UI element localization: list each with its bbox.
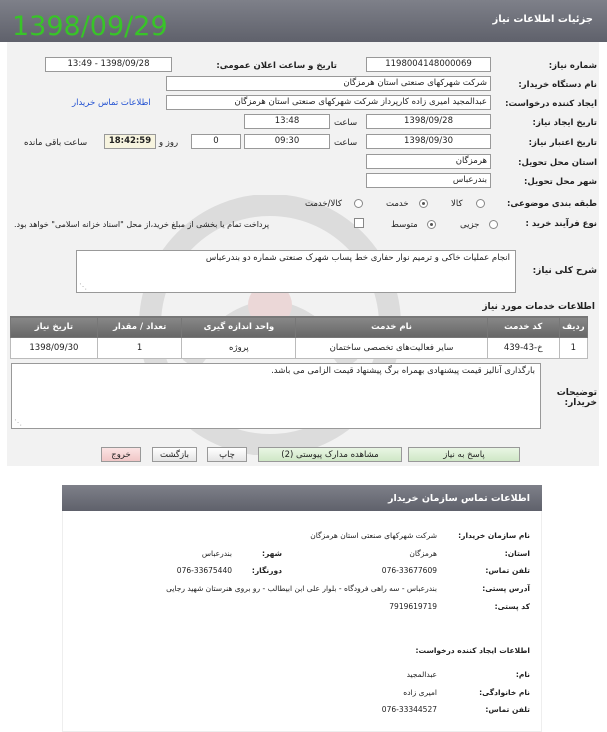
contact-city-label: شهر:	[262, 549, 282, 558]
creator-phone-value: 076-33344527	[381, 705, 437, 714]
cell-code: خ-43-439	[487, 338, 559, 359]
creator-first-label: نام:	[515, 670, 530, 679]
summary-textarea	[76, 250, 516, 293]
process-minor-label: جزیی	[460, 220, 480, 230]
creator-phone-label: تلفن تماس:	[485, 705, 530, 714]
summary-label: شرح کلی نیاز:	[532, 266, 597, 276]
page-title: جزئیات اطلاعات نیاز	[492, 14, 593, 25]
col-qty: تعداد / مقدار	[97, 317, 182, 338]
reply-button[interactable]: پاسخ به نیاز	[408, 447, 520, 462]
category-both-label: کالا/خدمت	[305, 199, 342, 209]
deadline-date-field: 1398/09/30	[366, 134, 491, 149]
creator-last-value: امیری زاده	[403, 688, 437, 697]
col-date: تاریخ نیاز	[11, 317, 98, 338]
contact-address-label: آدرس پستی:	[482, 584, 530, 593]
cell-qty: 1	[97, 338, 182, 359]
city-label: شهر محل تحویل:	[524, 177, 597, 187]
creator-label: ایجاد کننده درخواست:	[505, 99, 597, 109]
col-unit: واحد اندازه گیری	[182, 317, 296, 338]
buyer-org-label: نام دستگاه خریدار:	[518, 80, 597, 90]
remaining-time-field: 18:42:59	[104, 134, 156, 149]
contact-province-value: هرمزگان	[409, 549, 437, 558]
exit-button[interactable]: خروج	[101, 447, 141, 462]
need-number-label: شماره نیاز:	[548, 61, 597, 71]
contact-org-value: شرکت شهرکهای صنعتی استان هرمزگان	[310, 531, 437, 540]
process-radio-medium[interactable]	[427, 220, 436, 229]
services-table	[10, 316, 588, 359]
contact-postal-value: 7919619719	[389, 602, 437, 611]
remaining-time-label: ساعت باقی مانده	[24, 138, 88, 148]
date-stamp: 1398/09/29	[12, 11, 168, 42]
resize-grip-icon: ⋰	[79, 282, 87, 291]
province-field: هرمزگان	[366, 154, 491, 169]
days-label: روز و	[159, 138, 179, 148]
creator-field: عبدالمجید امیری زاده کارپرداز شرکت شهرکهای صنعتی استان هرمزگان	[166, 95, 491, 110]
deadline-time-field: 09:30	[244, 134, 330, 149]
announce-field: 1398/09/28 - 13:49	[45, 57, 172, 72]
need-number-field: 1198004148000069	[366, 57, 491, 72]
creator-info-title: اطلاعات ایجاد کننده درخواست:	[415, 646, 530, 655]
cell-row: 1	[559, 338, 587, 359]
created-date-label: تاریخ ایجاد نیاز:	[532, 118, 597, 128]
buyer-notes-label: توضیحات خریدار:	[556, 388, 597, 408]
deadline-time-label: ساعت	[334, 138, 358, 148]
creator-first-value: عبدالمجید	[406, 670, 437, 679]
announce-label: تاریخ و ساعت اعلان عمومی:	[216, 61, 337, 71]
deadline-label: تاریخ اعتبار نیاز:	[528, 138, 597, 148]
contact-fax-value: 076-33675440	[176, 566, 232, 575]
remaining-days-field: 0	[191, 134, 241, 149]
contact-panel-title: اطلاعات تماس سازمان خریدار	[387, 493, 530, 504]
created-time-field: 13:48	[244, 114, 330, 129]
buyer-contact-panel	[62, 485, 542, 732]
cell-date: 1398/09/30	[11, 338, 98, 359]
process-label: نوع فرآیند خرید :	[525, 219, 597, 229]
services-header-row	[11, 317, 588, 338]
category-goods-label: کالا	[451, 199, 463, 209]
created-time-label: ساعت	[334, 118, 358, 128]
resize-grip-icon: ⋰	[14, 418, 22, 427]
category-radio-both[interactable]	[354, 199, 363, 208]
contact-fax-label: دورنگار:	[251, 566, 282, 575]
services-section-title: اطلاعات خدمات مورد نیاز	[482, 302, 595, 312]
category-service-label: خدمت	[386, 199, 409, 209]
back-button[interactable]: بازگشت	[152, 447, 197, 462]
province-label: استان محل تحویل:	[518, 158, 597, 168]
city-field: بندرعباس	[366, 173, 491, 188]
category-radio-service[interactable]	[419, 199, 428, 208]
print-button[interactable]: چاپ	[207, 447, 247, 462]
buyer-notes-text: بارگذاری آنالیز قیمت پیشنهادی بهمراه برگ پیشنهاد قیمت الزامی می باشد.	[271, 366, 535, 376]
creator-last-label: نام خانوادگی:	[479, 688, 530, 697]
created-date-field: 1398/09/28	[366, 114, 491, 129]
cell-unit: پروژه	[182, 338, 296, 359]
contact-phone-label: تلفن تماس:	[485, 566, 530, 575]
contact-postal-label: کد پستی:	[494, 602, 530, 611]
table-row	[11, 338, 588, 359]
col-name: نام خدمت	[296, 317, 487, 338]
buyer-contact-link[interactable]: اطلاعات تماس خریدار	[72, 98, 151, 108]
contact-city-value: بندرعباس	[201, 549, 232, 558]
category-label: طبقه بندی موضوعی:	[507, 199, 597, 209]
col-row: ردیف	[559, 317, 587, 338]
col-code: کد خدمت	[487, 317, 559, 338]
cell-name: سایر فعالیت‌های تخصصی ساختمان	[296, 338, 487, 359]
process-radio-minor[interactable]	[489, 220, 498, 229]
contact-phone-value: 076-33677609	[381, 566, 437, 575]
treasury-payment-checkbox[interactable]	[354, 218, 364, 228]
buyer-org-field: شرکت شهرکهای صنعتی استان هرمزگان	[166, 76, 491, 91]
category-radio-goods[interactable]	[476, 199, 485, 208]
buyer-notes-textarea	[11, 363, 541, 429]
contact-province-label: استان:	[504, 549, 530, 558]
treasury-payment-note: پرداخت تمام یا بخشی از مبلغ خرید،از محل "اسناد خزانه اسلامی" خواهد بود.	[14, 220, 270, 229]
process-medium-label: متوسط	[391, 220, 418, 230]
contact-address-value: بندرعباس - سه راهی فرودگاه - بلوار علی ابن ابیطالب - رو بروی هنرستان شهید رجایی	[166, 584, 437, 593]
attachments-button[interactable]: مشاهده مدارک پیوستی (2)	[258, 447, 402, 462]
contact-org-label: نام سازمان خریدار:	[458, 531, 530, 540]
summary-text: انجام عملیات خاکی و ترمیم نوار حفاری خط پساب شهرک صنعتی شماره دو بندرعباس	[205, 253, 510, 263]
